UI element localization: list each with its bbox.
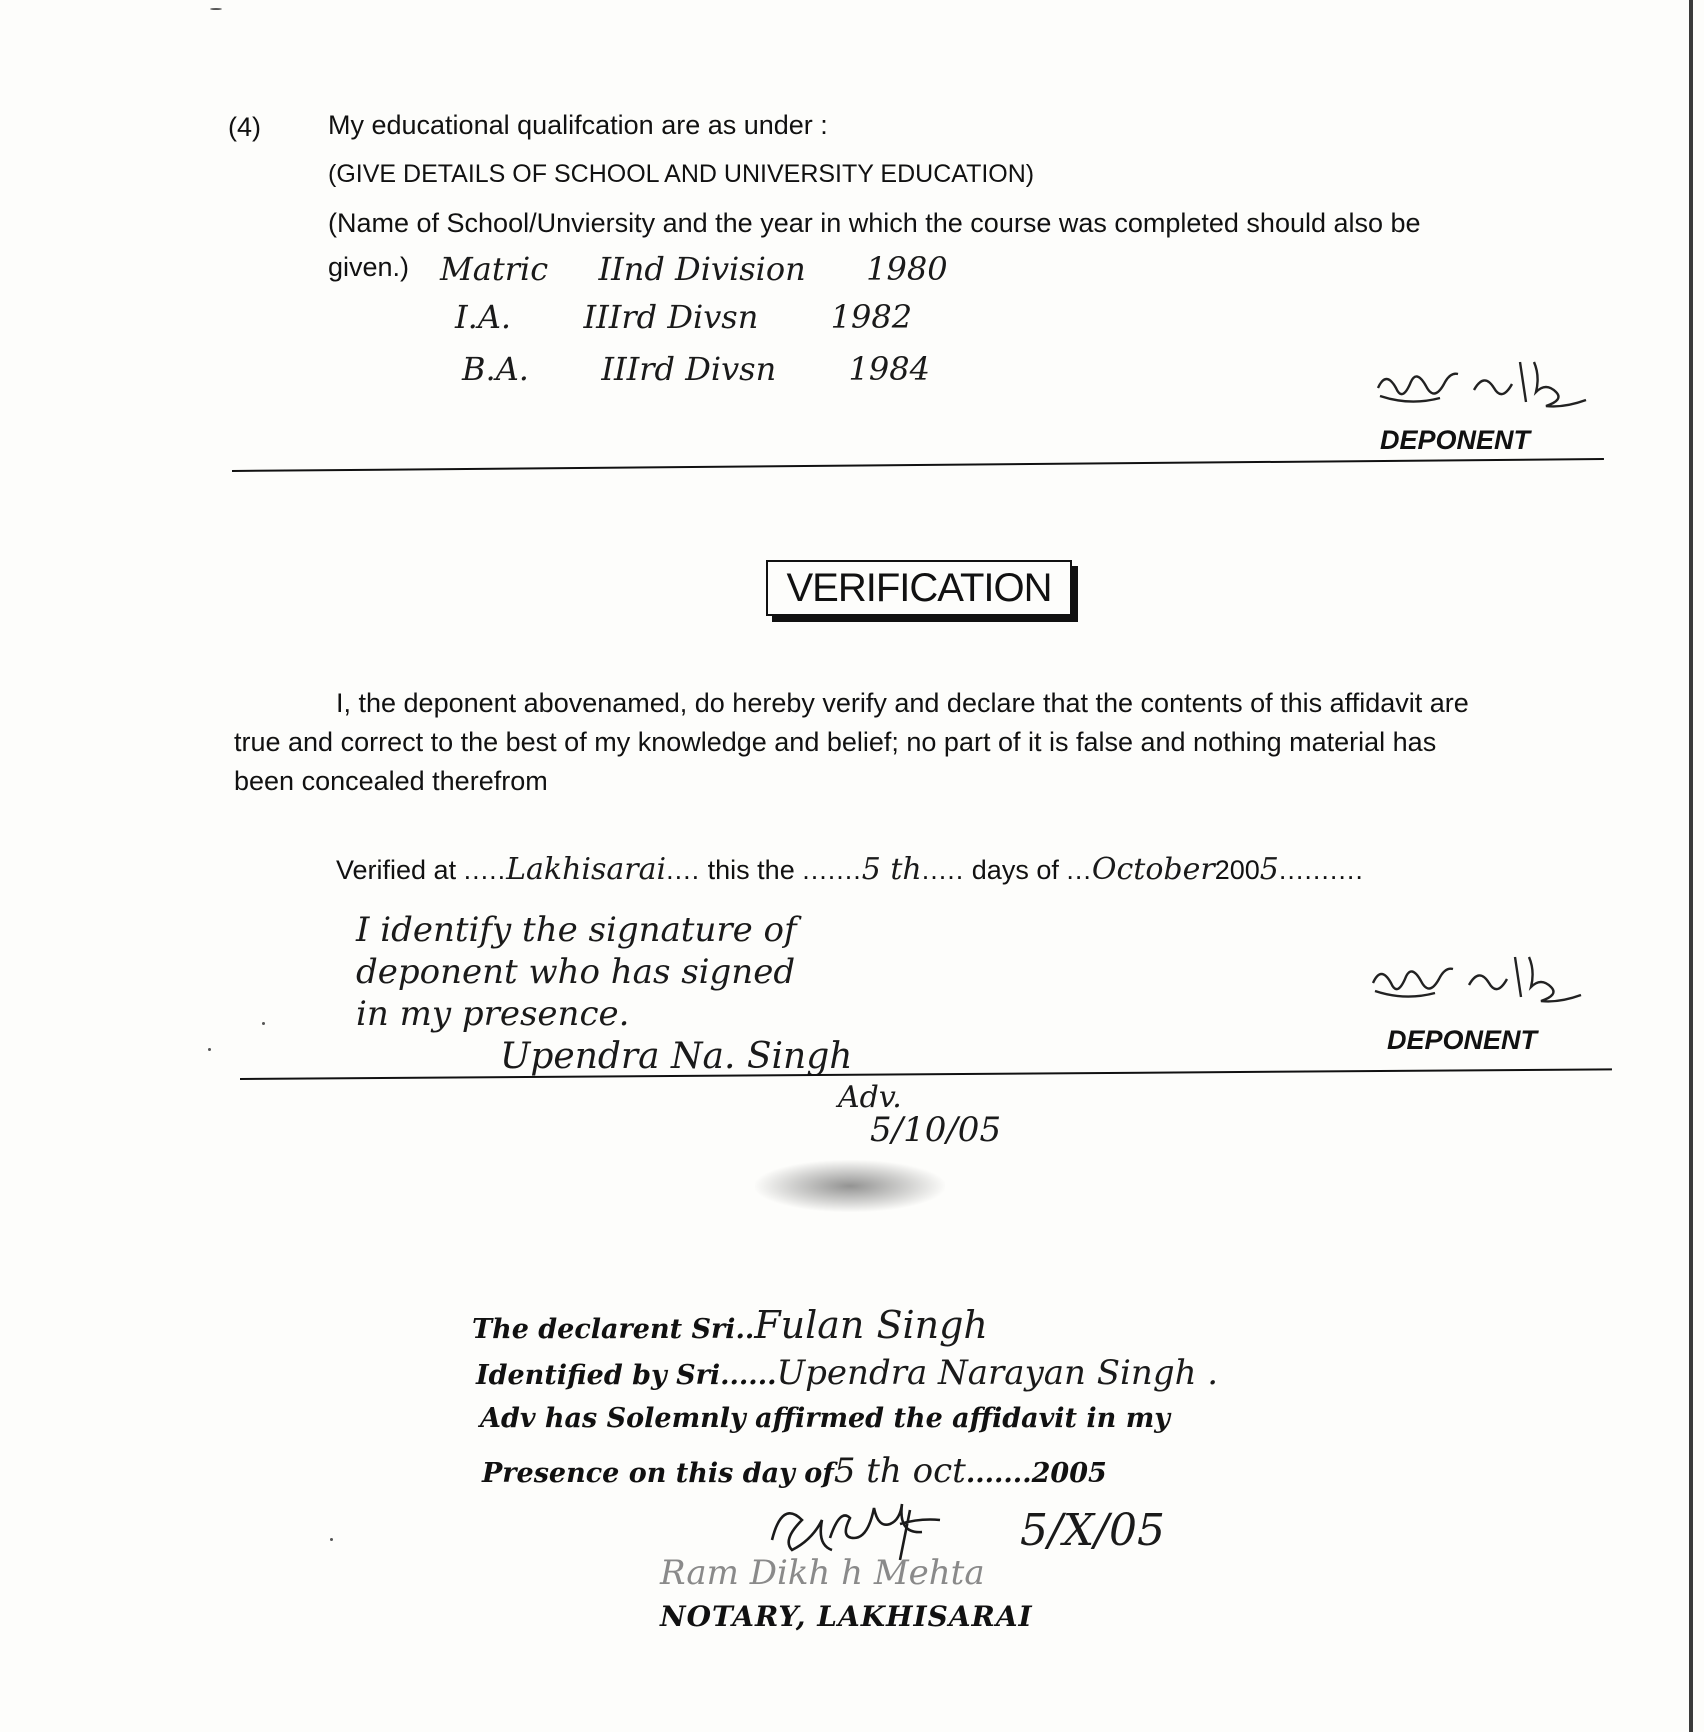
identified-label: Identified by Sri — [476, 1360, 721, 1391]
this-the-label: this the — [707, 855, 795, 885]
advocate-note-line2: deponent who has signed — [356, 952, 796, 992]
verification-para-line2: true and correct to the best of my knowledge and belief; no part of it is false and nothing material has — [234, 727, 1437, 757]
entry-division: IIIrd Divsn — [601, 350, 777, 388]
entry-course: I.A. — [455, 298, 512, 336]
identified-value: Upendra Narayan Singh . — [776, 1353, 1219, 1393]
scan-speck — [208, 1048, 211, 1051]
month-value: October — [1091, 852, 1215, 887]
page-edge-shadow — [1689, 0, 1693, 1732]
entry-year: 1980 — [866, 250, 948, 288]
verified-at-row: Verified at .....Lakhisarai.... this the .......5 th..... days of ...October2005.......... — [336, 852, 1364, 887]
notary-stamp-name: Ram Dikh h Mehta — [660, 1553, 985, 1593]
verification-title: VERIFICATION — [786, 565, 1052, 610]
notary-signature-date: 5/X/05 — [1020, 1505, 1165, 1556]
qualification-note-line1: (Name of School/Unviersity and the year in which the course was completed should also be — [328, 208, 1421, 238]
verification-para-line1: I, the deponent abovenamed, do hereby verify and declare that the contents of this affidavit are — [336, 688, 1469, 718]
affirm-line: Adv has Solemnly affirmed the affidavit in my — [480, 1403, 1170, 1434]
declarent-row: The declarent Sri..Fulan Singh — [472, 1303, 988, 1347]
scan-speck — [262, 1022, 265, 1025]
year-suffix: 5 — [1259, 852, 1279, 887]
deponent-signature-2 — [1365, 945, 1635, 1015]
identified-row: Identified by Sri......Upendra Narayan Singh . — [476, 1353, 1219, 1393]
declarent-value: Fulan Singh — [754, 1303, 988, 1347]
advocate-note-line1: I identify the signature of — [356, 910, 797, 950]
scan-speck — [330, 1538, 333, 1541]
verified-at-value: Lakhisarai — [506, 852, 667, 887]
presence-label: Presence on this day of — [482, 1458, 834, 1489]
entry-year: 1982 — [830, 298, 913, 336]
presence-value: 5 th oct — [833, 1451, 966, 1491]
presence-row: Presence on this day of5 th oct.......2005 — [482, 1451, 1107, 1491]
qualification-entry-2 — [455, 298, 912, 336]
entry-division: IIIrd Divsn — [583, 298, 759, 336]
entry-year: 1984 — [848, 350, 930, 388]
scan-speck — [210, 8, 222, 10]
declarent-label: The declarent Sri — [472, 1314, 736, 1345]
advocate-note-line3: in my presence. — [356, 994, 630, 1034]
ink-smudge — [755, 1160, 945, 1212]
day-value: 5 th — [861, 852, 922, 887]
verified-at-label: Verified at — [336, 855, 457, 885]
year-prefix: 200 — [1214, 855, 1260, 885]
qualification-entry-1 — [440, 250, 948, 288]
advocate-date: 5/10/05 — [870, 1110, 1002, 1150]
section-divider-2 — [240, 1068, 1612, 1080]
advocate-signature: Upendra Na. Singh — [500, 1036, 853, 1077]
entry-course: B.A. — [462, 350, 529, 388]
item-number: (4) — [228, 112, 261, 142]
entry-division: IInd Division — [598, 250, 806, 288]
qualification-note-line2: given.) — [328, 252, 410, 282]
presence-year: 2005 — [1031, 1458, 1107, 1489]
section-divider-1 — [232, 458, 1604, 472]
deponent-label-1: DEPONENT — [1380, 425, 1531, 455]
verification-para-line3: been concealed therefrom — [234, 766, 548, 796]
days-of-label: days of — [971, 855, 1059, 885]
deponent-label-2: DEPONENT — [1387, 1025, 1538, 1055]
qualification-instruction: (GIVE DETAILS OF SCHOOL AND UNIVERSITY EDUCATION) — [328, 160, 1035, 188]
verification-title-box — [766, 560, 1072, 616]
notary-stamp-title: NOTARY, LAKHISARAI — [660, 1600, 1033, 1633]
qualification-entry-3 — [462, 350, 930, 388]
entry-course: Matric — [440, 250, 549, 288]
deponent-signature-1 — [1370, 350, 1630, 420]
qualification-heading: My educational qualifcation are as under : — [328, 110, 828, 140]
advocate-title: Adv. — [838, 1080, 902, 1115]
